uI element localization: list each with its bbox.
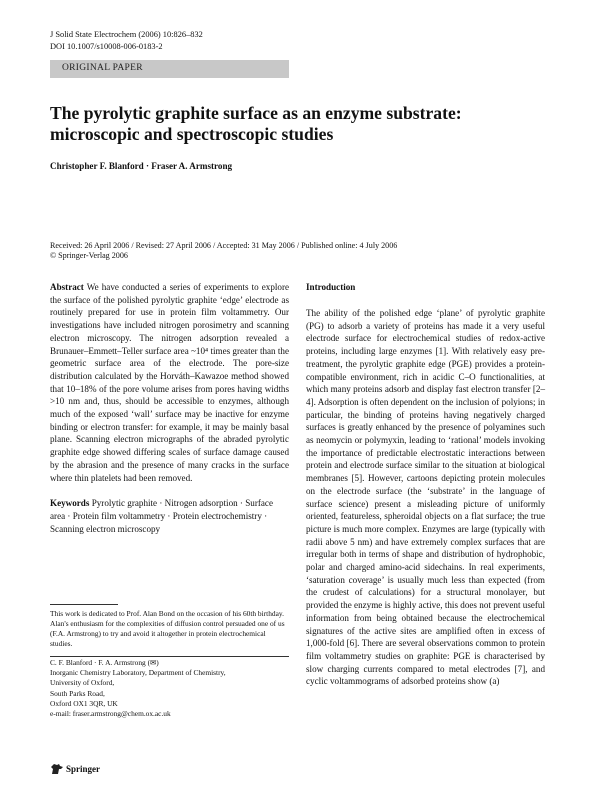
journal-citation: J Solid State Electrochem (2006) 10:826–832 <box>50 30 203 39</box>
dedication-footnote: This work is dedicated to Prof. Alan Bond on the occasion of his 60th birthday. Alan's enthusiasm for the complexities of diffusion control persuaded one of us (F.A. Armstrong) to try and avoid it altogether in protein electrochemical studies. <box>50 609 285 649</box>
publication-dates: Received: 26 April 2006 / Revised: 27 April 2006 / Accepted: 31 May 2006 / Published online: 4 July 2006 <box>50 241 398 250</box>
doi: DOI 10.1007/s10008-006-0183-2 <box>50 42 163 51</box>
address-city: Oxford OX1 3QR, UK <box>50 698 118 708</box>
keywords-text: Pyrolytic graphite · Nitrogen adsorption · Surface area · Protein film voltammetry · Protein electrochemistry · Scanning electron microscopy <box>50 498 274 534</box>
paper-type-label: ORIGINAL PAPER <box>62 63 143 73</box>
publisher-logo <box>50 763 100 775</box>
copyright-notice: © Springer-Verlag 2006 <box>50 251 128 260</box>
right-column <box>306 281 545 688</box>
address-divider <box>50 656 289 657</box>
address-university: University of Oxford, <box>50 678 115 688</box>
keywords-label: Keywords <box>50 498 90 509</box>
author-email-link[interactable]: e-mail: fraser.armstrong@chem.ox.ac.uk <box>50 709 171 719</box>
abstract <box>50 281 289 484</box>
footnote-divider <box>50 604 118 605</box>
author-address <box>50 658 289 719</box>
author-list: Christopher F. Blanford · Fraser A. Armstrong <box>50 161 233 171</box>
address-department: Inorganic Chemistry Laboratory, Department of Chemistry, <box>50 668 226 678</box>
publisher-name: Springer <box>66 764 101 774</box>
springer-horse-icon <box>50 763 64 775</box>
abstract-label: Abstract <box>50 282 84 292</box>
keywords <box>50 497 289 535</box>
article-title <box>50 103 550 144</box>
title-line-1: The pyrolytic graphite surface as an enzyme substrate: <box>50 103 462 123</box>
introduction-heading: Introduction <box>306 282 356 292</box>
abstract-text: We have conducted a series of experiments to explore the surface of the polished pyrolytic graphite ‘edge’ electrode as routinely prepared for use in protein film voltammetry. Our investigations have included nitrogen porosimetry and scanning electron microscopy. The nitrogen adsorption revealed a Brunauer–Emmett–Teller surface area ~10⁴ times greater than the geometric surface area of the electrode. The pore-size distribution calculated by the Horváth–Kawazoe method showed that 10–18% of the pore volume arises from pores having widths >10 nm and, thus, should be accessible to enzymes, although much of the exposed ‘wall’ surface may be inactive for enzyme binding or electron transfer: for example, it may be mainly basal plane. Scanning electron micrographs of the abraded pyrolytic graphite edge showed differing scales of surface damage caused by the abrasion and the presence of many cracks in the surface where thin platelets had been removed. <box>50 282 290 483</box>
left-column <box>50 281 289 535</box>
address-street: South Parks Road, <box>50 688 105 698</box>
title-line-2: microscopic and spectroscopic studies <box>50 123 334 144</box>
introduction-text: The ability of the polished edge ‘plane’ of pyrolytic graphite (PG) to adsorb a variety of proteins has made it a very useful electrode surface for electrochemical studies of redox-active proteins, including large enzymes [1]. With relatively easy pre-treatment, the pyrolytic graphite edge (PGE) provides a protein-compatible environment, rich in acidic C–O functionalities, at which many proteins adsorb and display fast electron transfer [2–4]. Adsorption is often dependent on the inclusion of polyions; in particular, the binding of proteins having negatively charged surfaces is greatly enhanced by the presence of polyamines such as neomycin or polymyxin, leading to ‘rational’ models invoking the importance of predictable electrostatic interactions between protein and electrode surface similar to the situation at biological membranes [5]. However, cartoons depicting protein molecules on the electrode surface (the ‘substrate’ in the language of surface science) present a misleading picture of uniformly oriented, featureless, spheroidal objects on a flat surface; the true picture is much more complex. Enzymes are large (typically with radii above 5 nm) and have extremely complex surfaces that are irregular both in terms of shape and distribution of hydrophobic, polar and charged amino-acid sidechains. In real experiments, ‘saturation coverage’ is usually much less than expected (from the crudest of calculations) for a structural monolayer, but provided the enzyme is highly active, this does not prevent useful information from being obtained because the electrochemical signatures of the active sites are amplified often in excess of 1,000-fold [6]. There are several observations common to protein film voltammetry studies on graphite: PGE is characterised by slow charging currents compared to metal electrodes [7], and cyclic voltammograms of adsorbed proteins show (a) <box>306 308 545 687</box>
address-authors: C. F. Blanford · F. A. Armstrong (✉) <box>50 658 159 667</box>
